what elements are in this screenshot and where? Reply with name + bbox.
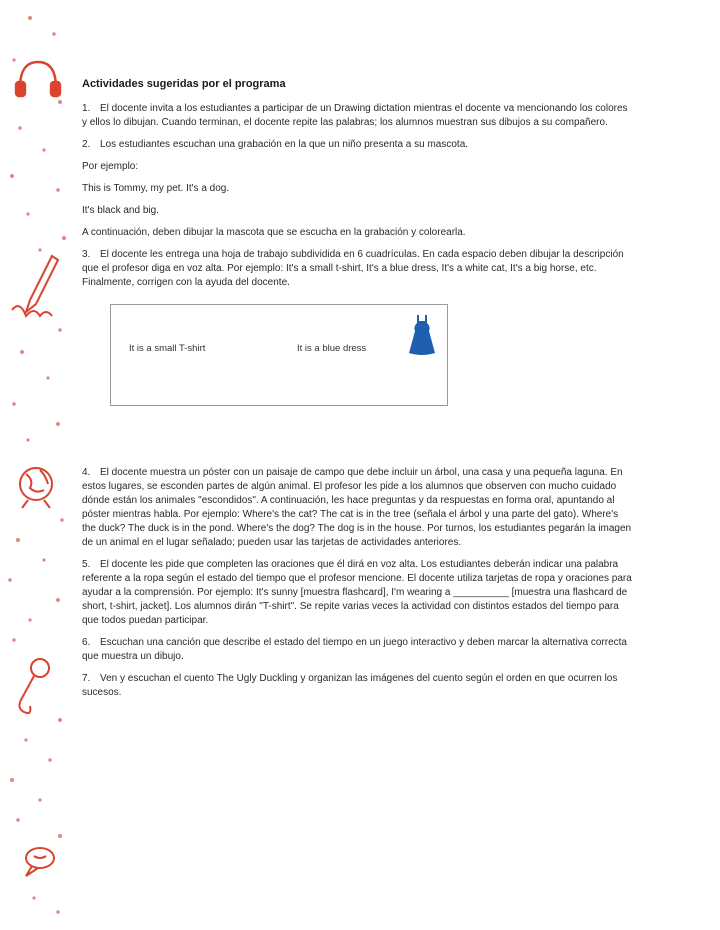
item-text: El docente les entrega una hoja de trabajo subdividida en 6 cuadrículas. En cada espacio deben dibujar la descripción que el profesor diga en voz alta. Por ejemplo: It's a small t-shirt, It's a blue dress, It's a white cat, It's a big horse, etc. Finalmente, corrigen con la ayuda del docente.	[82, 249, 624, 288]
item-text: Escuchan una canción que describe el estado del tiempo en un juego interactivo y deben marcar la alternativa correcta que muestra un dibujo.	[82, 637, 627, 662]
example-line: It's black and big.	[82, 205, 159, 216]
item-number: 7.	[82, 673, 91, 684]
activity-item-4	[82, 466, 634, 550]
decorative-margin	[0, 0, 75, 930]
item-text: El docente les pide que completen las oraciones que él dirá en voz alta. Los estudiantes deberán indicar una palabra referente a la ropa según el estado del tiempo que el profesor mencione. El docente utiliza tarjetas de ropa y oraciones para ayudar a la comprensión. Por ejemplo: It's sunny [muestra flashcard], I'm wearing a __________ [muestra una flashcard de short, t-shirt, jacket]. Los alumnos dirán "T-shirt". Se repite varias veces la actividad con distintos estados del tiempo para que todos puedan participar.	[82, 559, 632, 626]
item-number: 6.	[82, 637, 91, 648]
example-line: This is Tommy, my pet. It's a dog.	[82, 183, 230, 194]
globe-icon	[20, 468, 52, 508]
document-page	[82, 78, 634, 708]
activity-item-5	[82, 558, 634, 628]
item-text: El docente invita a los estudiantes a participar de un Drawing dictation mientras el docente va mencionando los colores y ellos lo dibujan. Cuando terminan, el docente repite las palabras; los alumnos muestran sus dibujos a su compañero.	[82, 103, 628, 128]
item-text: Ven y escuchan el cuento The Ugly Duckling y organizan las imágenes del cuento según el orden en que ocurren los sucesos.	[82, 673, 618, 698]
activity-item-3	[82, 248, 634, 290]
after-example-text: A continuación, deben dibujar la mascota que se escucha en la grabación y colorearla.	[82, 227, 466, 238]
activity-item-7	[82, 672, 634, 700]
item-number: 4.	[82, 467, 91, 478]
item-number: 5.	[82, 559, 91, 570]
item-number: 3.	[82, 249, 91, 260]
worksheet-figure	[110, 304, 448, 406]
example-label: Por ejemplo:	[82, 161, 139, 172]
microphone-icon	[19, 659, 49, 713]
speech-bubble-icon	[26, 848, 54, 876]
figure-label-dress: It is a blue dress	[297, 343, 367, 354]
activity-item-2	[82, 138, 634, 152]
headphones-icon	[16, 62, 60, 96]
blue-dress-icon	[407, 313, 437, 357]
activity-item-1	[82, 102, 634, 130]
spacer	[82, 426, 634, 466]
figure-label-tshirt: It is a small T-shirt	[129, 343, 206, 354]
margin-dots	[8, 16, 66, 914]
item-number: 1.	[82, 103, 91, 114]
item-number: 2.	[82, 139, 91, 150]
section-heading: Actividades sugeridas por el programa	[82, 78, 286, 90]
pencil-icon	[12, 256, 58, 316]
item-text: El docente muestra un póster con un paisaje de campo que debe incluir un árbol, una casa y una pequeña laguna. En estos lugares, se esconden partes de algún animal. El profesor les pide a los alumnos que observen con mucho cuidado dónde están los animales "escondidos". A continuación, les hace preguntas y da respuestas en forma oral, apuntando al póster mientras habla. Por ejemplo: Where's the cat? The cat is in the tree (señala el árbol y una parte del gato). Where's the duck? The duck is in the pond. Where's the dog? The dog is in the house. Por turnos, los estudiantes pegarán la imagen de un animal en el lugar señalado; pueden usar las tarjetas de actividades anteriores.	[82, 467, 632, 548]
activity-item-6	[82, 636, 634, 664]
item-text: Los estudiantes escuchan una grabación en la que un niño presenta a su mascota.	[100, 139, 469, 150]
